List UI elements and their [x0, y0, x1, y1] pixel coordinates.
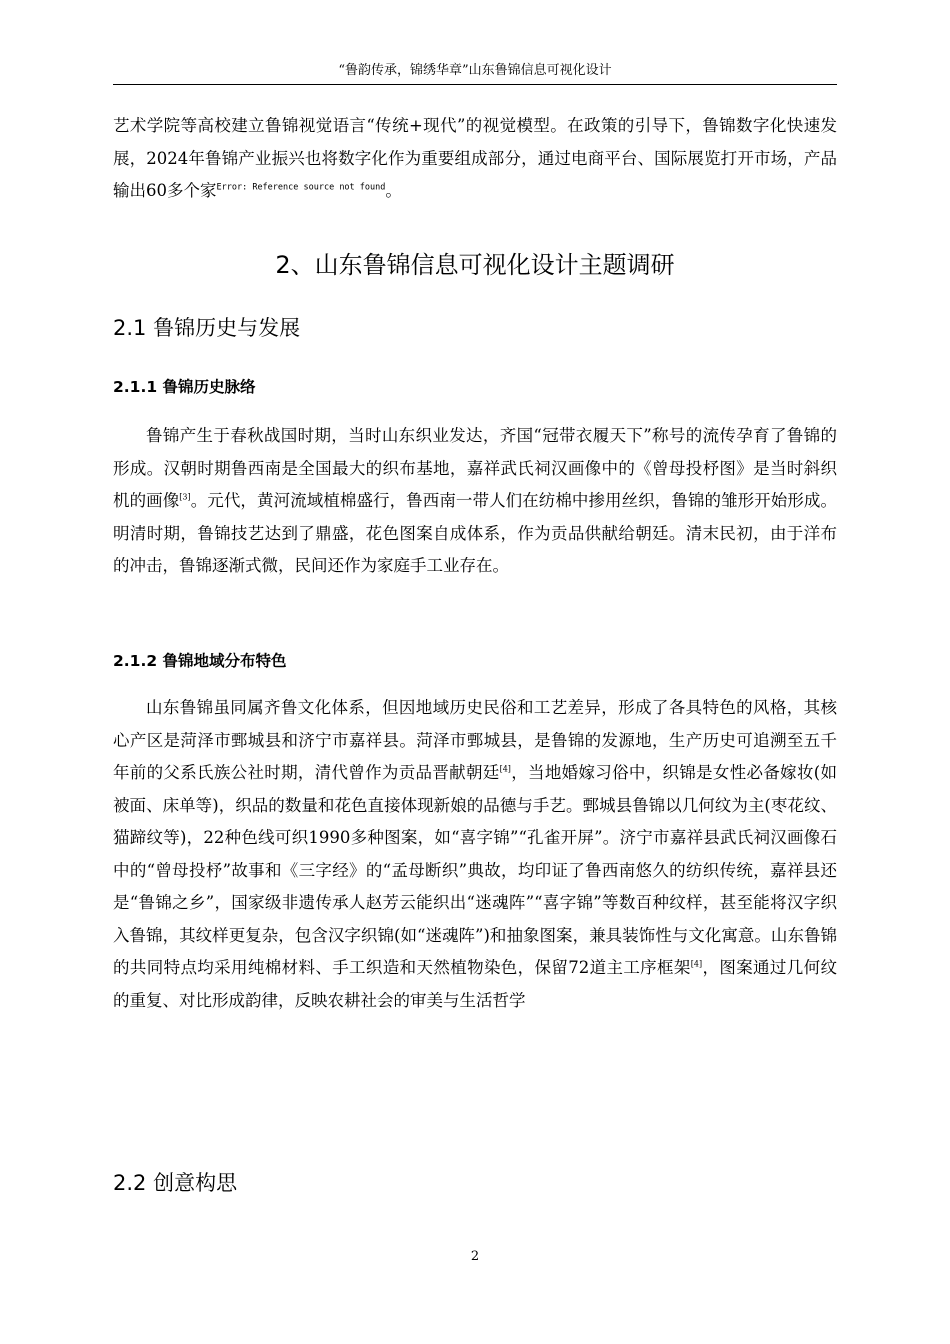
- citation-4a: [4]: [499, 764, 511, 774]
- section-2-1-1-title: 2.1.1 鲁锦历史脉络: [113, 378, 256, 396]
- page-header: “鲁韵传承，锦绣华章”山东鲁锦信息可视化设计: [113, 62, 837, 85]
- citation-4b: [4]: [690, 959, 703, 969]
- page-number: 2: [470, 1249, 480, 1264]
- history-text-b: 。元代，黄河流域植棉盛行，鲁西南一带人们在纺棉中掺用丝织，鲁锦的雏形开始形成。明清时期，鲁锦技艺达到了鼎盛，花色图案自成体系，作为贡品供献给朝廷。清末民初，由于洋布的冲击，鲁锦逐渐式微，民间还作为家庭手工业存在。: [113, 491, 838, 575]
- history-paragraph: [113, 420, 837, 583]
- region-paragraph: [113, 692, 837, 1017]
- chapter-title: 2、山东鲁锦信息可视化设计主题调研: [275, 251, 675, 279]
- section-2-1-title: 2.1 鲁锦历史与发展: [113, 316, 301, 340]
- reference-error: Error: Reference source not found: [216, 182, 386, 193]
- region-text-b: ，当地婚嫁习俗中，织锦是女性必备嫁妆(如被面、床单等)，织品的数量和花色直接体现新娘的品德与手艺。鄄城县鲁锦以几何纹为主(枣花纹、猫蹄纹等)，22种色线可织1990多种图案，如“喜字锦”“孔雀开屏”。济宁市嘉祥县武氏祠汉画像石中的“曾母投杼”故事和《三字经》的“孟母断织”典故，均印证了鲁西南悠久的纺织传统，嘉祥县还是“鲁锦之乡”，国家级非遗传承人赵芳云能织出“迷魂阵”“喜字锦”等数百种纹样，甚至能将汉字织入鲁锦，其纹样更复杂，包含汉字织锦(如“迷魂阵”)和抽象图案，兼具装饰性与文化寓意。山东鲁锦的共同特点均采用纯棉材料、手工织造和天然植物染色，保留72道主工序框架: [113, 763, 838, 977]
- intro-text: 艺术学院等高校建立鲁锦视觉语言“传统+现代”的视觉模型。在政策的引导下，鲁锦数字化快速发展，2024年鲁锦产业振兴也将数字化作为重要组成部分，通过电商平台、国际展览打开市场，产品输出60多个家: [113, 116, 837, 200]
- section-2-2-title: 2.2 创意构思: [113, 1171, 238, 1195]
- citation-3: [3]: [179, 492, 191, 502]
- region-text-a: 山东鲁锦虽同属齐鲁文化体系，但因地域历史民俗和工艺差异，形成了各具特色的风格，其核心产区是菏泽市鄄城县和济宁市嘉祥县。菏泽市鄄城县，是鲁锦的发源地，生产历史可追溯至五千年前的父系氏族公社时期，清代曾作为贡品晋献朝廷: [113, 698, 837, 782]
- intro-tail: 。: [385, 181, 402, 200]
- section-2-1-2-title: 2.1.2 鲁锦地域分布特色: [113, 652, 287, 670]
- history-text-a: 鲁锦产生于春秋战国时期，当时山东织业发达，齐国“冠带衣履天下”称号的流传孕育了鲁锦的形成。汉朝时期鲁西南是全国最大的织布基地，嘉祥武氏祠汉画像中的《曾母投杼图》是当时斜织机的画像: [113, 426, 837, 510]
- intro-paragraph: [113, 110, 837, 208]
- region-text-c: ，图案通过几何纹的重复、对比形成韵律，反映农耕社会的审美与生活哲学: [113, 958, 837, 1010]
